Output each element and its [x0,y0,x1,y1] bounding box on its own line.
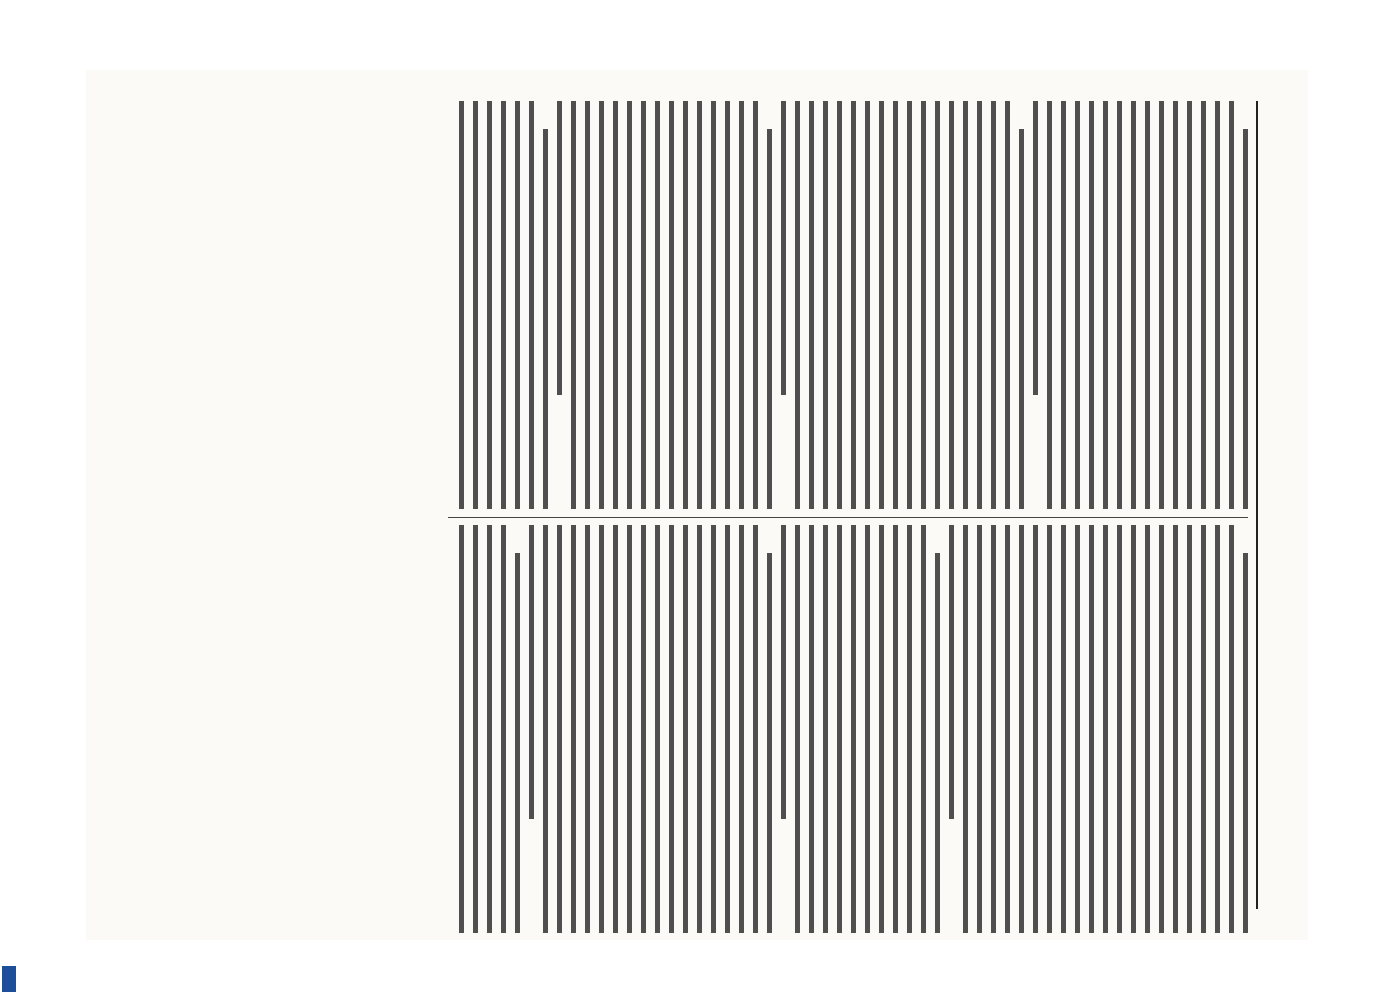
text-line [1089,525,1094,933]
text-line [1005,525,1010,933]
text-line [865,525,870,933]
scanned-page [86,70,1308,940]
text-line [739,525,744,933]
dfg-logo [2,966,16,992]
digitization-credit [14,6,28,996]
text-line [1047,101,1052,509]
text-line [669,101,674,509]
text-line [963,101,968,509]
text-line [1201,101,1206,509]
text-line [879,525,884,933]
text-line [613,101,618,509]
text-line [837,101,842,509]
text-line [1159,525,1164,933]
text-lines-right [450,525,1248,933]
text-line [585,101,590,509]
text-line [1033,101,1038,395]
text-line [543,525,548,933]
text-line [627,101,632,509]
text-line [501,101,506,509]
text-line [571,525,576,933]
text-line [599,101,604,509]
text-line [529,525,534,819]
text-line [627,525,632,933]
text-line [1005,101,1010,509]
text-line [1145,525,1150,933]
text-line [907,101,912,509]
text-line [473,101,478,509]
text-line [949,101,954,509]
text-line [935,101,940,509]
text-line [697,101,702,509]
text-line [767,553,772,933]
text-line [725,101,730,509]
text-line [991,101,996,509]
text-lines-left [450,101,1248,509]
text-line [809,101,814,509]
text-line [795,525,800,933]
text-line [1229,101,1234,509]
text-line [1047,525,1052,933]
text-line [949,525,954,819]
text-line [753,525,758,933]
text-line [851,101,856,509]
text-line [585,525,590,933]
text-line [977,525,982,933]
text-line [1061,101,1066,509]
text-line [921,525,926,933]
text-line [1215,101,1220,509]
text-column-right [448,525,1248,933]
text-line [473,525,478,933]
running-header [1256,101,1282,909]
text-line [1033,525,1038,933]
text-line [1075,525,1080,933]
text-line [1229,525,1234,933]
text-line [1243,129,1248,509]
text-line [823,101,828,509]
text-line [963,525,968,933]
text-line [1103,101,1108,509]
text-line [1187,525,1192,933]
text-line [571,101,576,509]
text-line [991,525,996,933]
text-line [893,101,898,509]
column-divider [448,517,1248,518]
text-line [711,101,716,509]
text-line [683,101,688,509]
text-line [459,525,464,933]
text-line [865,101,870,509]
text-line [1103,525,1108,933]
text-line [515,101,520,509]
text-line [921,101,926,509]
text-line [655,525,660,933]
page-content [102,75,1292,935]
text-line [823,525,828,933]
text-line [641,525,646,933]
text-line [1061,525,1066,933]
text-line [1187,101,1192,509]
text-line [1075,101,1080,509]
text-line [1145,101,1150,509]
text-line [1117,101,1122,509]
text-line [935,553,940,933]
text-line [1243,553,1248,933]
text-line [459,101,464,509]
text-line [879,101,884,509]
text-line [1019,525,1024,933]
text-line [767,129,772,509]
text-line [613,525,618,933]
text-column-left [448,101,1248,509]
text-line [893,525,898,933]
text-line [809,525,814,933]
text-line [557,101,562,395]
text-line [599,525,604,933]
text-line [683,525,688,933]
text-line [753,101,758,509]
text-line [501,525,506,933]
text-line [1089,101,1094,509]
text-line [1131,101,1136,509]
text-line [851,525,856,933]
text-line [487,101,492,509]
text-line [557,525,562,933]
text-line [1117,525,1122,933]
text-line [697,525,702,933]
text-line [1019,129,1024,509]
text-line [487,525,492,933]
text-line [1173,101,1178,509]
text-line [795,101,800,509]
text-line [669,525,674,933]
text-line [711,525,716,933]
text-line [641,101,646,509]
text-line [529,101,534,509]
text-line [1215,525,1220,933]
text-line [1173,525,1178,933]
text-line [1201,525,1206,933]
text-line [907,525,912,933]
text-line [781,525,786,819]
text-line [977,101,982,509]
text-line [543,129,548,509]
text-line [781,101,786,395]
text-line [655,101,660,509]
text-line [837,525,842,933]
text-line [1159,101,1164,509]
text-line [725,525,730,933]
text-line [515,553,520,933]
text-line [739,101,744,509]
text-line [1131,525,1136,933]
